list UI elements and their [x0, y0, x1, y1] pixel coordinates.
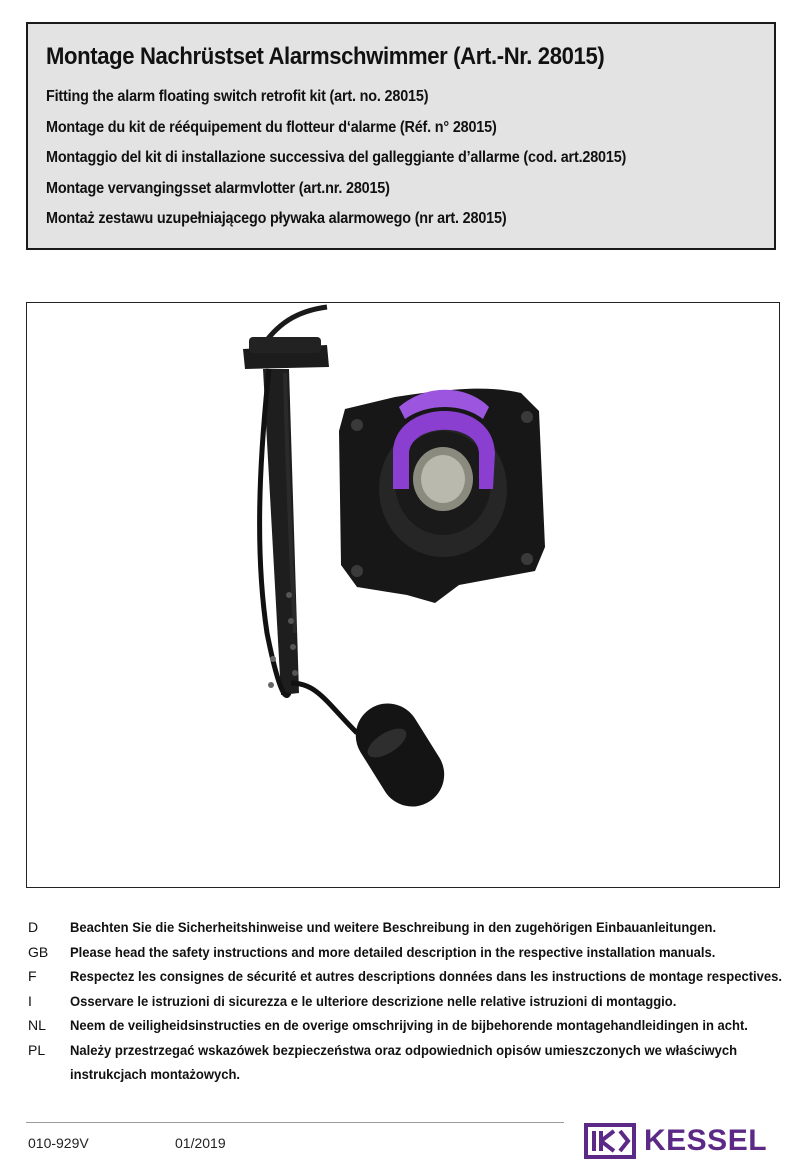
flange-opening-center [421, 455, 465, 503]
subtitle-i: Montaggio del kit di installazione successiva del galleggiante d’allarme (cod. art.28015) [46, 149, 627, 166]
subtitle-nl: Montage vervangingsset alarmvlotter (art.nr. 28015) [46, 179, 390, 197]
cable-float [291, 683, 357, 733]
rod-screw [290, 644, 296, 650]
note-row [28, 964, 788, 989]
note-row [28, 989, 788, 1014]
footer-divider [26, 1122, 564, 1123]
note-text: Neem de veiligheidsinstructies en de overige omschrijving in de bijbehorende montagehandleidingen in acht. [70, 1017, 748, 1033]
note-row [28, 1038, 788, 1087]
page-title: Montage Nachrüstset Alarmschwimmer (Art.-Nr. 28015) [46, 43, 605, 70]
title-box [26, 22, 776, 250]
kessel-logo [584, 1122, 784, 1160]
note-text: Osservare le istruzioni di sicurezza e le ulteriore descrizione nelle relative istruzioni di montaggio. [70, 992, 677, 1009]
language-code: PL [28, 1041, 46, 1058]
plate-hole [351, 419, 363, 431]
rod-screw [270, 656, 276, 662]
subtitle-gb: Fitting the alarm floating switch retrofit kit (art. no. 28015) [46, 88, 429, 105]
language-code: GB [28, 943, 49, 960]
rod-screw [292, 670, 298, 676]
note-text: Please head the safety instructions and more detailed description in the respective installation manuals. [70, 943, 716, 960]
plate-hole [521, 411, 533, 423]
product-photo [26, 302, 780, 888]
alarm-float [344, 691, 457, 818]
note-row [28, 915, 788, 940]
language-code: F [28, 968, 37, 984]
logo-text: KESSEL [644, 1124, 768, 1157]
note-row [28, 940, 788, 965]
rod-screw [288, 618, 294, 624]
note-text: Beachten Sie die Sicherheitshinweise und weitere Beschreibung in den zugehörigen Einbauanleitungen. [70, 919, 717, 935]
note-text: Należy przestrzegać wskazówek bezpieczeństwa oraz odpowiednich opisów umieszczonych we właściwych instrukcjach montażowych. [70, 1041, 738, 1082]
subtitle-pl: Montaż zestawu uzupełniającego pływaka alarmowego (nr art. 28015) [46, 210, 507, 227]
kessel-logo-icon [584, 1123, 636, 1159]
note-row [28, 1013, 788, 1038]
document-number: 010-929V [28, 1135, 89, 1151]
language-notes [28, 915, 788, 1087]
language-code: NL [28, 1017, 46, 1033]
language-code: D [28, 919, 39, 935]
rod-screw [286, 592, 292, 598]
rod-cap-top [249, 337, 321, 353]
document-date: 01/2019 [175, 1135, 226, 1151]
rod-screw [268, 682, 274, 688]
plate-hole [351, 565, 363, 577]
note-text: Respectez les consignes de sécurité et autres descriptions données dans les instructions de montage respectives. [70, 968, 783, 984]
subtitle-f: Montage du kit de rééquipement du flotteur d‘alarme (Réf. n° 28015) [46, 118, 497, 136]
float-switch-kit-illustration [27, 303, 779, 887]
plate-hole [521, 553, 533, 565]
language-code: I [28, 992, 32, 1009]
